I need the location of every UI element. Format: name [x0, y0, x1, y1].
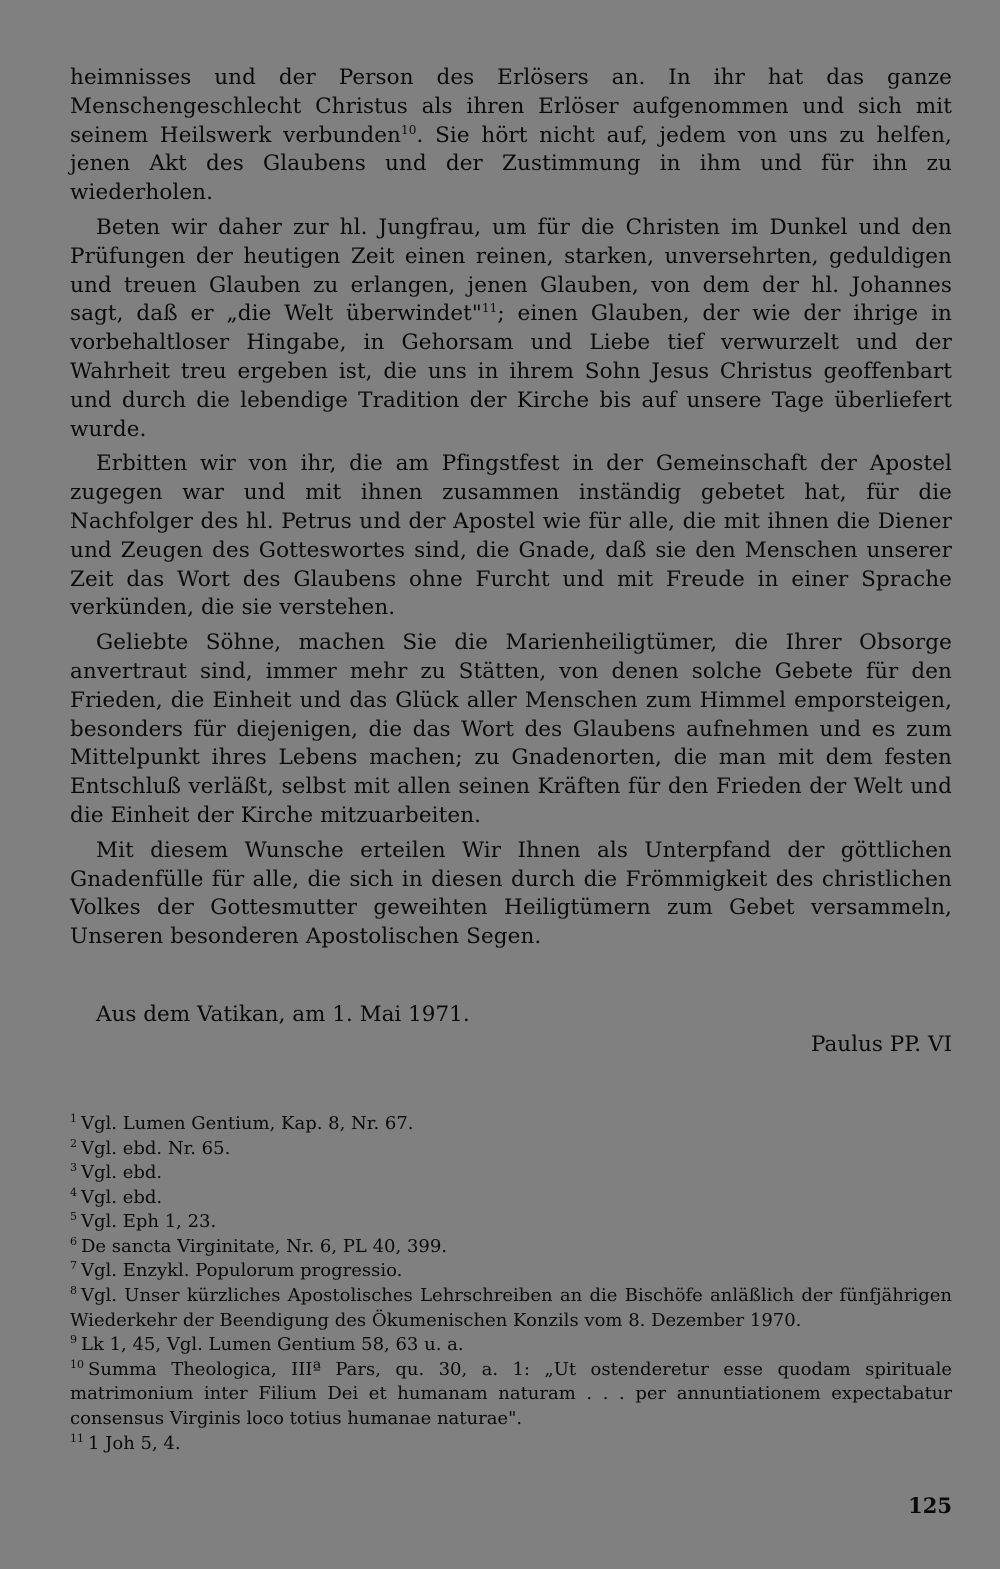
footnote-item	[70, 1137, 952, 1162]
paragraph	[70, 837, 952, 952]
footnote-item	[70, 1161, 952, 1186]
paragraph-text: Mit diesem Wunsche erteilen Wir Ihnen als Unterpfand der göttlichen Gnadenfülle für alle, die sich in diesen durch die Frömmigkeit des christlichen Volkes der Gottesmutter geweihten Heiligtümern zum Gebet versammeln, Unseren besonderen Apostolischen Segen.	[70, 837, 952, 950]
footnote-text: Vgl. ebd. Nr. 65.	[81, 1137, 231, 1159]
footnote-number: 9	[70, 1333, 77, 1347]
paragraph	[70, 214, 952, 444]
body-text	[70, 64, 952, 952]
footnote-item	[70, 1432, 952, 1457]
footnote-text: De sancta Virginitate, Nr. 6, PL 40, 399.	[81, 1235, 448, 1257]
footnote-number: 10	[70, 1357, 84, 1371]
footnote-number: 4	[70, 1185, 77, 1199]
footnote-text: 1 Joh 5, 4.	[88, 1432, 181, 1454]
footnote-item	[70, 1235, 952, 1260]
closing-line: Aus dem Vatikan, am 1. Mai 1971.	[96, 1001, 470, 1027]
paragraph-text: . Sie hört nicht auf, jedem von uns zu helfen, jenen Akt des Glaubens und der Zustimmung in ihm und für ihn zu wiederholen.	[70, 122, 952, 206]
footnote-reference[interactable]: 11	[481, 301, 498, 316]
document-page	[70, 64, 952, 1456]
footnote-number: 6	[70, 1234, 77, 1248]
footnote-text: Summa Theologica, IIIª Pars, qu. 30, a. 1: „Ut ostenderetur esse quodam spirituale matrimonium inter Filium Dei et humanam naturam . . . per annuntiationem expectabatur consensus Virginis loco totius humanae naturae".	[70, 1358, 952, 1430]
footnote-text: Vgl. Enzykl. Populorum progressio.	[81, 1260, 403, 1282]
footnote-text: Vgl. Lumen Gentium, Kap. 8, Nr. 67.	[81, 1112, 414, 1134]
footnote-item	[70, 1284, 952, 1333]
footnote-number: 11	[70, 1431, 84, 1445]
paragraph	[70, 64, 952, 208]
footnote-item	[70, 1210, 952, 1235]
paragraph-text: Geliebte Söhne, machen Sie die Marienheiligtümer, die Ihrer Obsorge anvertraut sind, immer mehr zu Stätten, von denen solche Gebete für den Frieden, die Einheit und das Glück aller Menschen zum Himmel emporsteigen, besonders für diejenigen, die das Wort des Glaubens aufnehmen und es zum Mittelpunkt ihres Lebens machen; zu Gnadenorten, die man mit dem festen Entschluß verläßt, selbst mit allen seinen Kräften für den Frieden der Welt und die Einheit der Kirche mitzuarbeiten.	[70, 630, 952, 828]
footnote-number: 1	[70, 1111, 77, 1125]
footnote-item	[70, 1259, 952, 1284]
footnote-number: 5	[70, 1210, 77, 1224]
paragraph	[70, 450, 952, 623]
footnote-text: Vgl. Unser kürzliches Apostolisches Lehrschreiben an die Bischöfe anläßlich der fünfjährigen Wiederkehr der Beendigung des Ökumenischen Konzils vom 8. Dezember 1970.	[70, 1285, 952, 1331]
footnote-reference[interactable]: 10	[400, 122, 417, 137]
footnote-text: Vgl. ebd.	[81, 1186, 163, 1208]
paragraph-text: ; einen Glauben, der wie der ihrige in vorbehaltloser Hingabe, in Gehorsam und Liebe tief verwurzelt und der Wahrheit treu ergeben ist, die uns in ihrem Sohn Jesus Christus geoffenbart und durch die lebendige Tradition der Kirche bis auf unsere Tage überliefert wurde.	[70, 301, 952, 442]
footnote-item	[70, 1333, 952, 1358]
footnote-item	[70, 1186, 952, 1211]
paragraph-text: Beten wir daher zur hl. Jungfrau, um für die Christen im Dunkel und den Prüfungen der heutigen Zeit einen reinen, starken, unversehrten, geduldigen und treuen Glauben zu erlangen, jenen Glauben, von dem der hl. Johannes sagt, daß er „die Welt überwindet"	[70, 214, 952, 327]
footnote-item	[70, 1112, 952, 1137]
footnote-number: 2	[70, 1136, 77, 1150]
paragraph-text: heimnisses und der Person des Erlösers an. In ihr hat das ganze Menschengeschlecht Christus als ihren Erlöser aufgenommen und sich mit seinem Heilswerk verbunden	[70, 65, 952, 148]
signature: Paulus PP. VI	[810, 1031, 952, 1057]
footnote-item	[70, 1358, 952, 1432]
footnote-text: Lk 1, 45, Vgl. Lumen Gentium 58, 63 u. a.	[81, 1334, 464, 1356]
paragraph	[70, 629, 952, 831]
footnote-text: Vgl. Eph 1, 23.	[81, 1211, 217, 1233]
page-number: 125	[908, 1493, 952, 1518]
footnote-number: 8	[70, 1284, 77, 1298]
footnote-text: Vgl. ebd.	[81, 1162, 163, 1184]
paragraph-text: Erbitten wir von ihr, die am Pfingstfest in der Gemeinschaft der Apostel zugegen war und mit ihnen zusammen inständig gebetet hat, für die Nachfolger des hl. Petrus und der Apostel wie für alle, die mit ihnen die Diener und Zeugen des Gotteswortes sind, die Gnade, daß sie den Menschen unserer Zeit das Wort des Glaubens ohne Furcht und mit Freude in einer Sprache verkünden, die sie verstehen.	[70, 451, 952, 621]
footnote-number: 3	[70, 1161, 77, 1175]
footnote-number: 7	[70, 1259, 77, 1273]
footnotes	[70, 1112, 952, 1456]
